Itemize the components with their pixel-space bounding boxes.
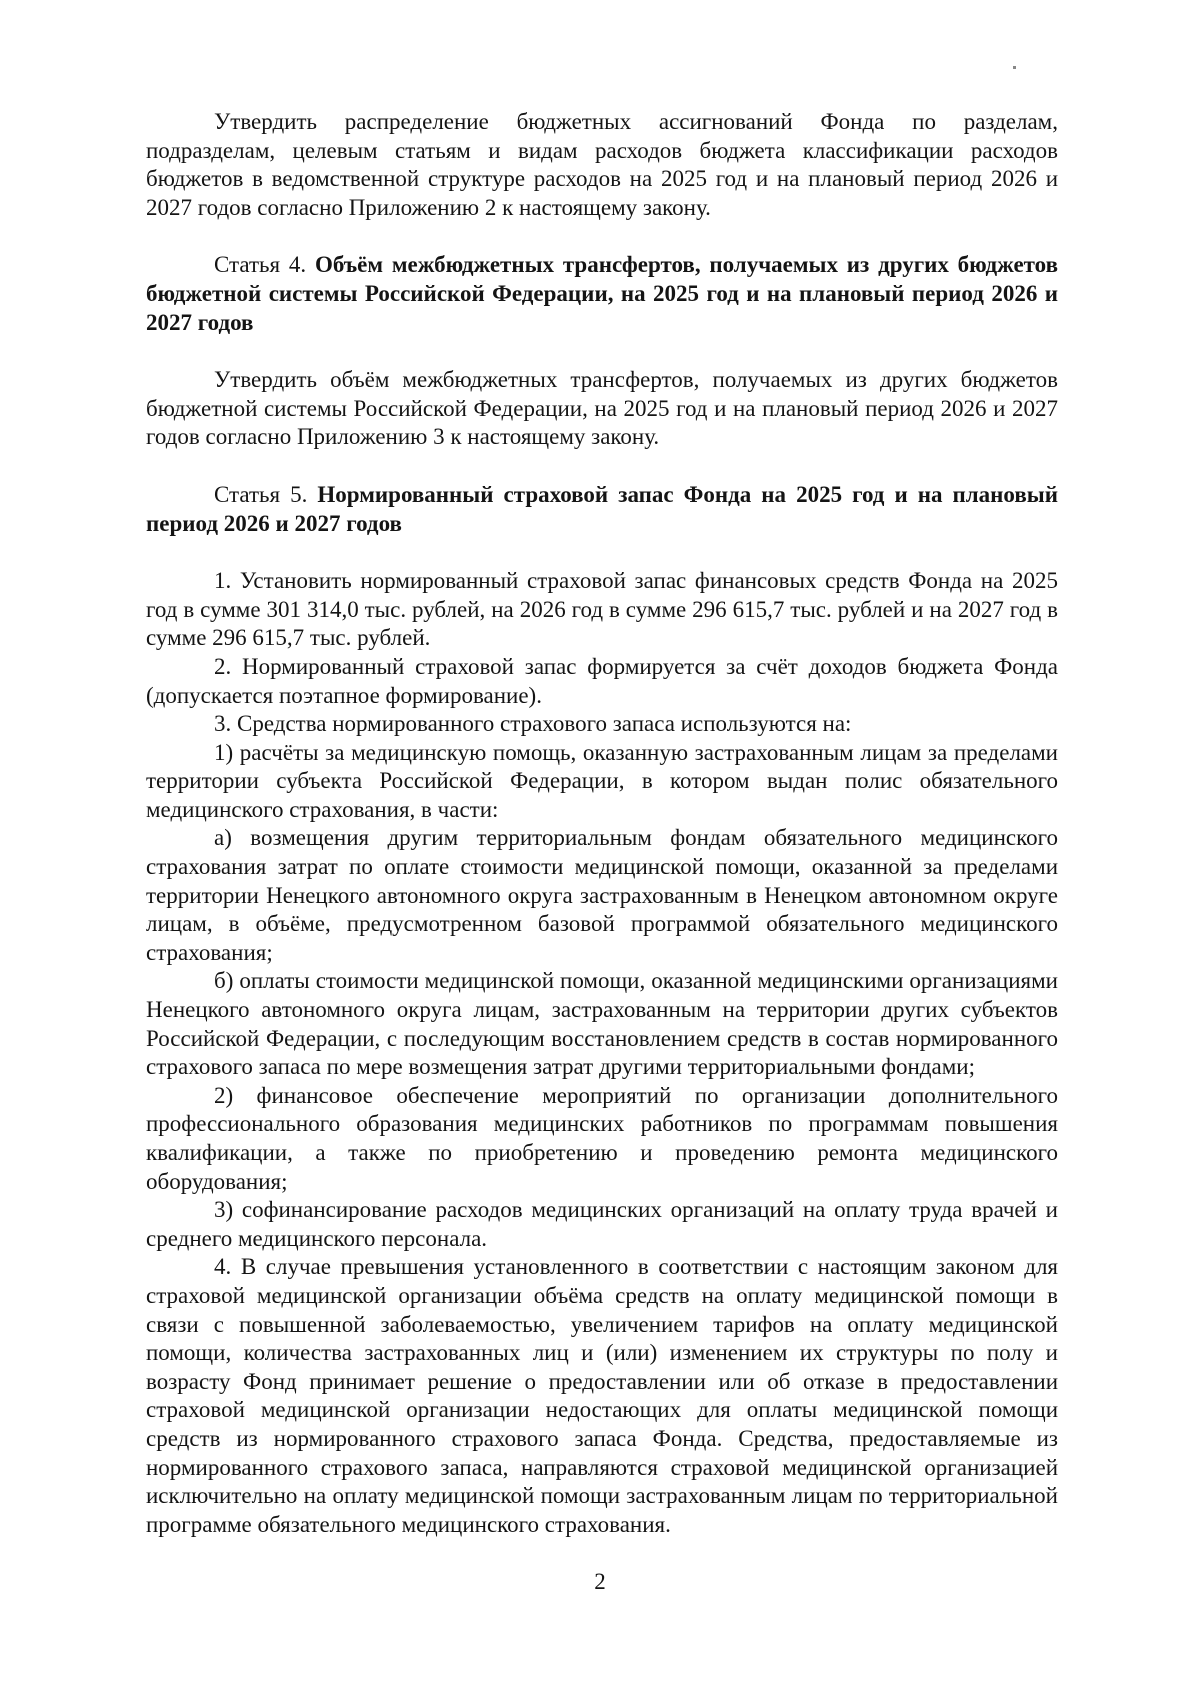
article-5-paragraph-4: 4. В случае превышения установленного в соответствии с настоящим законом для страховой медицинской организации объёма средств на оплату медицинской помощи в связи с повышенной заболеваемостью, увеличением тарифов на оплату медицинской помощи, количества застрахованных лиц и (или) изменением их структуры по полу и возрасту Фонд принимает решение о предоставлении или об отказе в предоставлении страховой медицинской организации недостающих для оплаты медицинской помощи средств из нормированного страхового запаса Фонда. Средства, предоставляемые из нормированного страхового запаса, направляются страховой медицинской организацией исключительно на оплату медицинской помощи застрахованным лицам по территориальной программе обязательного медицинского страхования. [146,1254,1058,1537]
article-5-item-3: 3) софинансирование расходов медицинских организаций на оплату труда врачей и среднего медицинского персонала. [146,1197,1058,1251]
article-4-title: Объём межбюджетных трансфертов, получаемых из других бюджетов бюджетной системы Российской Федерации, на 2025 год и на плановый период 2026 и 2027 годов [146,252,1059,335]
scan-speck [1013,66,1016,69]
article-5-heading [146,481,1058,538]
article-5-prefix: Статья 5. [214,481,318,507]
article-5-paragraph-3: 3. Средства нормированного страхового запаса используются на: [214,711,852,737]
article-5-item-1b: б) оплаты стоимости медицинской помощи, оказанной медицинскими организациями Ненецкого автономного округа лицам, застрахованным на территории других субъектов Российской Федерации, с последующим восстановлением средств в состав нормированного страхового запаса по мере возмещения затрат другими территориальными фондами; [146,968,1058,1080]
article-5-item-1: 1) расчёты за медицинскую помощь, оказанную застрахованным лицам за пределами территории субъекта Российской Федерации, в котором выдан полис обязательного медицинского страхования, в части: [146,739,1058,822]
article-4-body: Утвердить объём межбюджетных трансфертов, получаемых из других бюджетов бюджетной системы Российской Федерации, на 2025 год и на плановый период 2026 и 2027 годов согласно Приложению 3 к настоящему закону. [146,367,1058,450]
article-5-paragraph-1: 1. Установить нормированный страховой запас финансовых средств Фонда на 2025 год в сумме 301 314,0 тыс. рублей, на 2026 год в сумме 296 615,7 тыс. рублей и на 2027 год в сумме 296 615,7 тыс. рублей. [146,568,1058,651]
article-5-item-2: 2) финансовое обеспечение мероприятий по организации дополнительного профессионального образования медицинских работников по программам повышения квалификации, а также по приобретению и проведению ремонта медицинского оборудования; [146,1082,1058,1194]
article-5-paragraph-2: 2. Нормированный страховой запас формируется за счёт доходов бюджета Фонда (допускается поэтапное формирование). [146,653,1058,708]
page-content [146,108,1058,1539]
article-5-title: Нормированный страховой запас Фонда на 2025 год и на плановый период 2026 и 2027 годов [146,481,1058,536]
article-4-heading [146,251,1058,337]
page-number: 2 [594,1569,606,1594]
article-4-prefix: Статья 4. [214,252,315,278]
article-5-item-1a: а) возмещения другим территориальным фондам обязательного медицинского страхования затрат по оплате стоимости медицинской помощи, оказанной за пределами территории Ненецкого автономного округа застрахованным в Ненецком автономном округе лицам, в объёме, предусмотренном базовой программой обязательного медицинского страхования; [146,825,1058,965]
intro-paragraph: Утвердить распределение бюджетных ассигнований Фонда по разделам, подразделам, целевым статьям и видам расходов бюджета классификации расходов бюджетов в ведомственной структуре расходов на 2025 год и на плановый период 2026 и 2027 годов согласно Приложению 2 к настоящему закону. [146,109,1058,220]
